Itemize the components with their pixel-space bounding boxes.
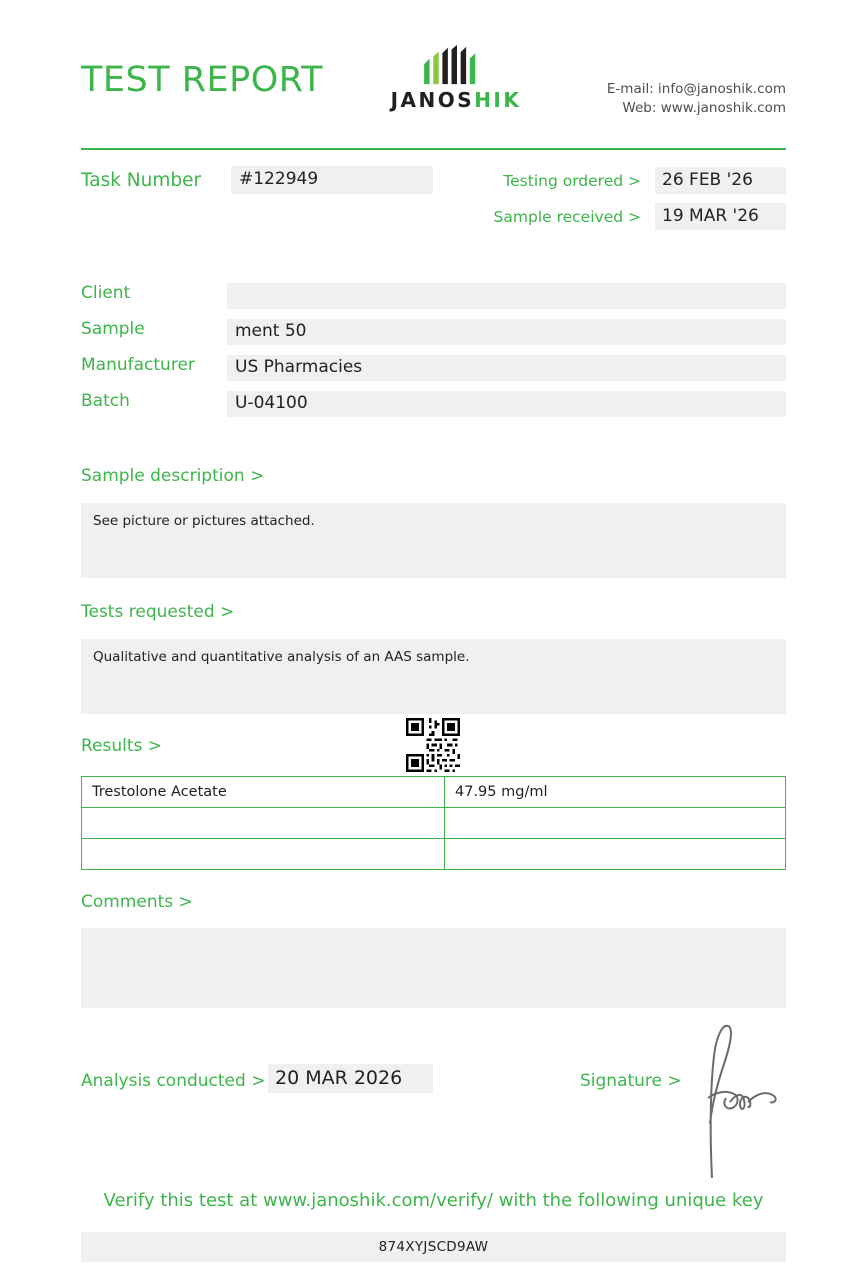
result-compound [82, 808, 445, 839]
unique-key-value: 874XYJSCD9AW [81, 1232, 786, 1262]
result-compound [82, 839, 445, 870]
email-line: E-mail: info@janoshik.com [606, 81, 786, 97]
sample-label: Sample [81, 319, 145, 339]
table-row [82, 839, 786, 870]
manufacturer-label: Manufacturer [81, 355, 195, 375]
testing-ordered-label: Testing ordered > [503, 172, 641, 190]
batch-value: U-04100 [227, 391, 786, 417]
result-compound: Trestolone Acetate [82, 777, 445, 808]
signature-label: Signature > [580, 1071, 682, 1091]
web-line: Web: www.janoshik.com [622, 100, 786, 116]
verify-text: Verify this test at www.janoshik.com/verify/ with the following unique key [103, 1190, 764, 1211]
qr-code-icon [406, 718, 460, 772]
sample-received-value: 19 MAR '26 [655, 203, 786, 230]
logo-mountain-icon [415, 44, 497, 86]
table-row [82, 808, 786, 839]
analysis-conducted-date: 20 MAR 2026 [268, 1064, 433, 1093]
logo-wordmark [376, 88, 536, 112]
header-divider [81, 148, 786, 150]
contact-block [607, 80, 786, 118]
results-title: Results > [81, 736, 163, 756]
page-title: TEST REPORT [81, 60, 323, 100]
comments-title: Comments > [81, 892, 193, 912]
janoshik-logo [376, 44, 536, 112]
tests-requested-box [81, 639, 786, 714]
report-header [81, 44, 786, 134]
sample-description-title: Sample description > [81, 466, 265, 486]
logo-word-accent: HIK [474, 88, 522, 112]
result-amount: 47.95 mg/ml [445, 777, 786, 808]
info-row-client [81, 283, 786, 309]
signature-icon [690, 1020, 800, 1180]
testing-ordered-value: 26 FEB '26 [655, 167, 786, 194]
comments-box [81, 928, 786, 1008]
sample-value: ment 50 [227, 319, 786, 345]
tests-requested-title: Tests requested > [81, 602, 235, 622]
info-row-sample [81, 319, 786, 345]
sample-received-label: Sample received > [493, 208, 641, 226]
task-number-value: #122949 [231, 166, 433, 194]
table-row [82, 777, 786, 808]
info-row-manufacturer [81, 355, 786, 381]
result-amount [445, 839, 786, 870]
info-row-batch [81, 391, 786, 417]
task-number-label: Task Number [81, 170, 202, 191]
results-table [81, 776, 786, 870]
client-value [227, 283, 786, 309]
logo-word-dark: JANOS [390, 88, 475, 112]
sample-description-text: See picture or pictures attached. [93, 513, 315, 529]
sample-description-box [81, 503, 786, 578]
analysis-conducted-label: Analysis conducted > [81, 1071, 266, 1091]
client-label: Client [81, 283, 131, 303]
tests-requested-text: Qualitative and quantitative analysis of an AAS sample. [93, 649, 470, 665]
batch-label: Batch [81, 391, 130, 411]
result-amount [445, 808, 786, 839]
manufacturer-value: US Pharmacies [227, 355, 786, 381]
